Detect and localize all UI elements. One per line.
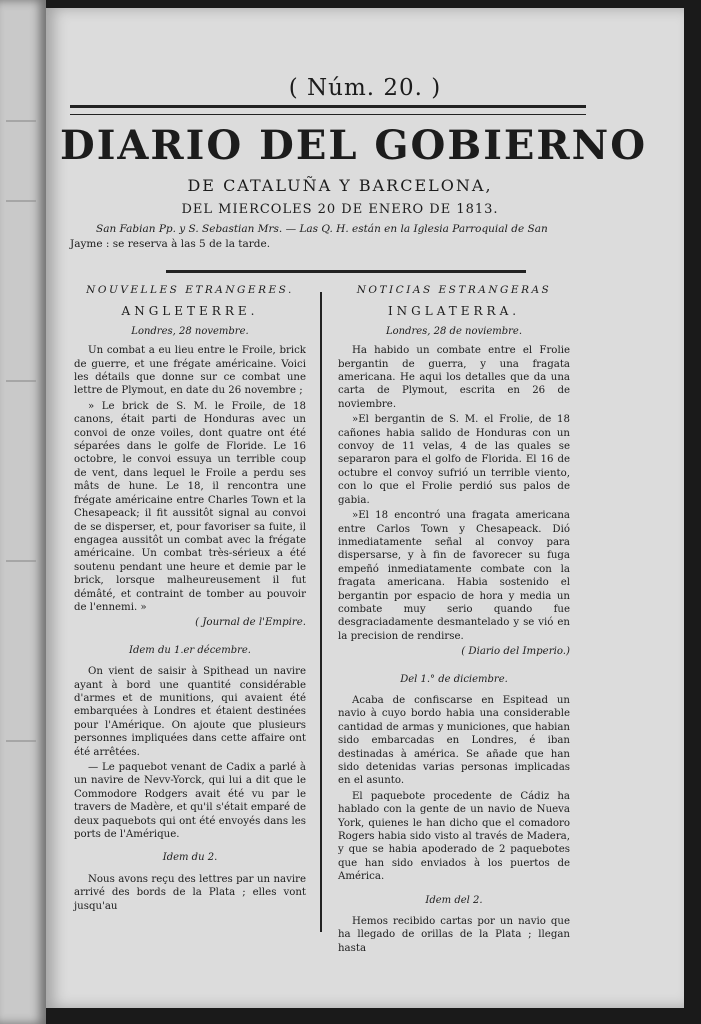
issue-date: DEL MIERCOLES 20 DE ENERO DE 1813.: [181, 202, 499, 217]
bleed-line: [6, 120, 36, 122]
section-heading: NOTICIAS ESTRANGERAS: [356, 284, 552, 296]
paragraph: Un combat a eu lieu entre le Froile, brick de guerre, et une frégate américaine. Voici les détails que donne sur ce combat une lettre de Plymout, en date du 26 novembre ;: [74, 345, 306, 397]
issue-number: ( Núm. 20. ): [288, 75, 442, 101]
country-heading: INGLATERRA.: [387, 304, 521, 319]
dateline: Idem du 2.: [162, 852, 218, 864]
spanish-column: [338, 284, 570, 957]
french-column: [74, 284, 306, 915]
ornament-rule: [166, 270, 526, 273]
section-heading: NOUVELLES ETRANGERES.: [86, 284, 294, 296]
source-citation: ( Journal de l'Empire.: [195, 617, 306, 629]
paragraph: Acaba de confiscarse en Espitead un navio à cuyo bordo habia una considerable cantidad de armas y municiones, que habian sido embarcadas en Londres, é iban destinadas à américa. Se añade que han sido detenidas varias personas implicadas en el asunto.: [338, 694, 570, 787]
paragraph: Nous avons reçu des lettres par un navire arrivé des bords de la Plata ; elles vont jusqu'au: [74, 873, 306, 912]
dateline: Idem del 2.: [425, 894, 483, 906]
paragraph: Hemos recibido cartas por un navio que ha llegado de orillas de la Plata ; llegan hasta: [338, 916, 570, 954]
paragraph: Ha habido un combate entre el Frolie bergantin de guerra, y una fragata americana. He aqui los detalles que da una carta de Plymout, escrita en 26 de noviembre.: [338, 345, 570, 410]
saints-line-2: Jayme : se reserva à las 5 de la tarde.: [70, 238, 271, 250]
dateline: Londres, 28 de noviembre.: [385, 325, 523, 337]
saints-of-day: [70, 222, 616, 252]
paragraph: On vient de saisir à Spithead un navire ayant à bord une quantité considérable d'armes et de munitions, qui avaient été embarquées à Londres et étaient destinées pour l'Amérique. On ajoute que plusieurs personnes impliquées dans cette affaire ont été arrêtées.: [74, 666, 306, 758]
header-rule: [70, 105, 586, 115]
country-heading: ANGLETERRE.: [121, 304, 259, 319]
bleed-line: [6, 200, 36, 202]
bleed-line: [6, 560, 36, 562]
paragraph: »El bergantin de S. M. el Frolie, de 18 cañones habia salido de Honduras con un convoy de 11 velas, 4 de las quales se separaron para el golfo de Florida. El 16 de octubre el convoy sufrió un terrible viento, con lo que el Frolie perdió sus palos de gabia.: [338, 414, 570, 506]
masthead-title: DIARIO DEL GOBIERNO: [60, 122, 648, 169]
dateline: Del 1.° de diciembre.: [400, 673, 508, 685]
facing-page-edge: [0, 0, 46, 1024]
bleed-line: [6, 740, 36, 742]
dateline: Idem du 1.er décembre.: [129, 644, 251, 656]
paragraph: » Le brick de S. M. le Froile, de 18 canons, était parti de Honduras avec un convoi de onze voiles, dont quatre ont été séparées dans le golfe de Floride. Le 16 octobre, le convoi essuya un terrible coup de vent, dans lequel le Froile a perdu ses mâts de hune. Le 18, il rencontra une frégate américaine entre Charles Town et la Chesapeack; il fit aussitôt signal au convoi de se disperser, et, pour favoriser sa fuite, il engagea aussitôt un combat avec la frégate américaine. Un combat très-sérieux a été soutenu pendant une heure et demie par le brick, lorsque malheureusement il fut démâté, et contraint de tomber au pouvoir de l'ennemi. »: [74, 400, 306, 613]
paragraph: — Le paquebot venant de Cadix a parlé à un navire de Nevv-Yorck, qui lui a dit que le Commodore Rodgers avait été vu par le travers de Madère, et qu'il s'était emparé de deux paquebots qui ont été envoyés dans les ports de l'Amérique.: [74, 762, 306, 841]
saints-line-1: San Fabian Pp. y S. Sebastian Mrs. — Las Q. H. están en la Iglesia Parroquial de San: [96, 223, 548, 235]
newspaper-page: [46, 8, 684, 1008]
paragraph: »El 18 encontró una fragata americana entre Carlos Town y Chesapeack. Dió inmediatamente señal al convoy para dispersarse, y à fin de favorecer su fuga empeñó inmediatamente combate con la fragata americana. Habia sostenido el bergantin por espacio de hora y media un combate muy serio quando fue desgraciadamente desmantelado y se vió en la precision de rendirse.: [338, 510, 570, 642]
paragraph: El paquebote procedente de Cádiz ha hablado con la gente de un navio de Nueva York, quienes le han dicho que el comadoro Rogers habia sido visto al través de Madera, y que se habia apoderado de 2 paquebotes que han sido enviados à los puertos de América.: [338, 790, 570, 883]
bleed-line: [6, 380, 36, 382]
masthead-subtitle: DE CATALUÑA Y BARCELONA,: [187, 176, 493, 195]
dateline: Londres, 28 novembre.: [131, 325, 249, 337]
column-divider: [320, 292, 322, 932]
source-citation: ( Diario del Imperio.): [461, 646, 570, 658]
